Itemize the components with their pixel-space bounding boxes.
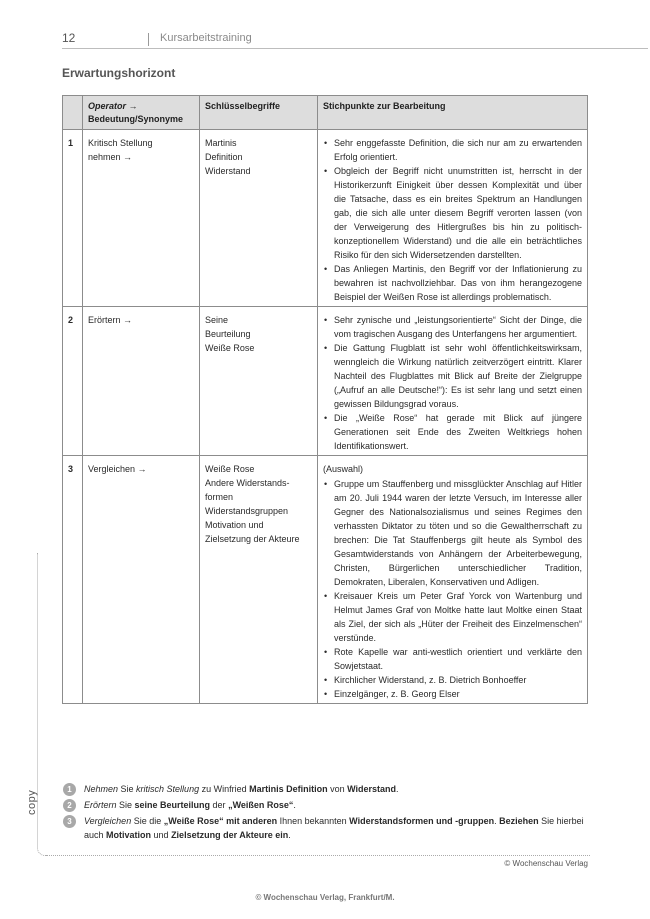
task-text-part: Martinis Definition bbox=[249, 784, 328, 794]
task-text-part: Sie die bbox=[131, 816, 164, 826]
task-text-part: zu Winfried bbox=[199, 784, 250, 794]
task-text-part: seine Beurteilung bbox=[134, 800, 211, 810]
page-header bbox=[62, 30, 648, 49]
bullet-item: • Kreisauer Kreis um Peter Graf Yorck von Wartenburg und Helmut James Graf von Moltke hatte laut Moltke einen Staat als Ziel, der sich als „Hüter der Freiheit des Einzelmenschen“ verstünde. bbox=[323, 589, 582, 645]
task-item bbox=[62, 798, 590, 812]
task-text-part: . bbox=[494, 816, 500, 826]
copy-label: copy bbox=[26, 789, 38, 815]
header-operator-line1: Operator → bbox=[88, 101, 138, 111]
bullet-item: • Die „Weiße Rose“ hat gerade mit Blick auf jüngere Generationen seit Ende des Zweiten Weltkriegs hohen Identifikationswert. bbox=[323, 411, 582, 453]
bottom-divider bbox=[46, 855, 590, 856]
header-notes: Stichpunkte zur Bearbeitung bbox=[318, 96, 588, 130]
operator-line: nehmen → bbox=[88, 152, 133, 162]
task-text-part: Widerstandsformen und -gruppen bbox=[349, 816, 495, 826]
page-number: 12 bbox=[62, 31, 76, 45]
publisher-credit: © Wochenschau Verlag bbox=[504, 859, 588, 868]
task-text-part: Sie hierbei auch bbox=[84, 816, 584, 840]
table-row bbox=[63, 456, 588, 704]
task-text-part: „Weiße Rose“ mit anderen bbox=[163, 816, 278, 826]
bullet-list bbox=[323, 136, 582, 304]
notes-cell bbox=[318, 456, 588, 704]
bullet-list bbox=[323, 313, 582, 453]
side-bracket bbox=[37, 553, 46, 856]
task-text-part: Motivation bbox=[106, 830, 152, 840]
bullet-item: • Gruppe um Stauffenberg und missglückter Anschlag auf Hitler am 20. Juli 1944 waren der letzte Versuch, im Interesse aller Gegner des Nationalsozialismus und seines Regimes den verhassten Diktator zu töten und so die Gewaltherrschaft zu brechen: Die Tat Stauffenbergs gilt heute als Symbol des Gesamtwiderstands von Anhängern der Arbeiterbewegung, Christen, Bürgerlichen unterschiedlicher Tradition, Demokraten, Liberalen, Konservativen und Adligen. bbox=[323, 477, 582, 589]
task-number-badge: 1 bbox=[63, 783, 76, 796]
notes-cell bbox=[318, 307, 588, 456]
header-number-cell bbox=[63, 96, 83, 130]
task-text-part: von bbox=[327, 784, 348, 794]
header-operator-line2: Bedeutung/Synonyme bbox=[88, 114, 184, 124]
header-title: Kursarbeitstraining bbox=[160, 32, 252, 44]
task-item bbox=[62, 782, 590, 796]
task-text-part: Beziehen bbox=[499, 816, 539, 826]
header-divider bbox=[148, 33, 149, 46]
task-text-part: Ihnen bekannten bbox=[277, 816, 350, 826]
task-text-part: Vergleichen bbox=[84, 816, 132, 826]
task-text-part: . bbox=[288, 830, 291, 840]
section-title: Erwartungshorizont bbox=[62, 66, 176, 80]
footer-credit: © Wochenschau Verlag, Frankfurt/M. bbox=[255, 893, 395, 902]
bullet-list bbox=[323, 477, 582, 701]
keyword: Weiße Rose bbox=[205, 343, 255, 353]
bullet-item: • Rote Kapelle war anti-westlich orientiert und verklärte den Sowjetstaat. bbox=[323, 645, 582, 673]
keyword: Widerstandsgruppen bbox=[205, 506, 289, 516]
bullet-item: • Sehr enggefasste Definition, die sich nur am zu erwartenden Erfolg orientiert. bbox=[323, 136, 582, 164]
table-row bbox=[63, 130, 588, 307]
bullet-item: • Kirchlicher Widerstand, z. B. Dietrich Bonhoeffer bbox=[323, 673, 582, 687]
notes-cell bbox=[318, 130, 588, 307]
task-item bbox=[62, 814, 590, 842]
keyword: Beurteilung bbox=[205, 329, 251, 339]
keywords-cell bbox=[200, 307, 318, 456]
task-text-part: „Weißen Rose“ bbox=[228, 800, 294, 810]
notes-intro: (Auswahl) bbox=[323, 464, 364, 474]
keyword: Seine bbox=[205, 315, 229, 325]
keyword: Weiße Rose bbox=[205, 464, 255, 474]
keyword: Definition bbox=[205, 152, 243, 162]
task-number-badge: 2 bbox=[63, 799, 76, 812]
table-row bbox=[63, 307, 588, 456]
keyword: Motivation und bbox=[205, 520, 264, 530]
table-header-row bbox=[63, 96, 588, 130]
operator-cell bbox=[83, 307, 200, 456]
keyword: Martinis bbox=[205, 138, 237, 148]
task-text-part: . bbox=[396, 784, 399, 794]
operator-cell bbox=[83, 130, 200, 307]
keyword: formen bbox=[205, 492, 234, 502]
operator-line: Erörtern → bbox=[88, 315, 133, 325]
task-list bbox=[62, 782, 590, 844]
header-keywords: Schlüsselbegriffe bbox=[200, 96, 318, 130]
header-operator bbox=[83, 96, 200, 130]
task-text-part: Nehmen bbox=[84, 784, 119, 794]
row-number: 2 bbox=[63, 307, 83, 456]
row-number: 3 bbox=[63, 456, 83, 704]
bullet-item: • Das Anliegen Martinis, den Begriff vor der Inflationierung zu bewahren ist nachvollziehbar. Das von ihm herangezogene Beispiel der Weißen Rose ist allerdings problematisch. bbox=[323, 262, 582, 304]
operator-line: Kritisch Stellung bbox=[88, 138, 153, 148]
operator-line: Vergleichen → bbox=[88, 464, 147, 474]
row-number: 1 bbox=[63, 130, 83, 307]
bullet-item: • Einzelgänger, z. B. Georg Elser bbox=[323, 687, 582, 701]
bullet-item: • Sehr zynische und „leistungsorientierte“ Sicht der Dinge, die vom tragischen Ausgang des Unterfangens her argumentiert. bbox=[323, 313, 582, 341]
task-text-part: Widerstand bbox=[347, 784, 397, 794]
task-number-badge: 3 bbox=[63, 815, 76, 828]
keyword: Zielsetzung der Akteure bbox=[205, 534, 300, 544]
task-text-part: . bbox=[293, 800, 296, 810]
task-text-part: Zielsetzung der Akteure ein bbox=[171, 830, 289, 840]
task-text-part: und bbox=[151, 830, 172, 840]
operator-cell bbox=[83, 456, 200, 704]
keyword: Widerstand bbox=[205, 166, 251, 176]
task-text-part: Sie bbox=[116, 800, 135, 810]
keywords-cell bbox=[200, 456, 318, 704]
expectation-table bbox=[62, 95, 588, 704]
keyword: Andere Widerstands- bbox=[205, 478, 290, 488]
task-text-part: Erörtern bbox=[84, 800, 117, 810]
keywords-cell bbox=[200, 130, 318, 307]
bullet-item: • Obgleich der Begriff nicht unumstritten ist, herrscht in der Historikerzunft Einigkeit über dessen Komplexität und über die Tatsache, dass es ein breites Spektrum an Handlungen gab, die sich alle unter diesem Begriff verorten lassen (von der Verweigerung des Hitlergrußes bis hin zu politisch-konzeptionellem Widerstand) und die alle ein beträchtliches Risiko für den sich Widersetzenden darstellten. bbox=[323, 164, 582, 262]
bullet-item: • Die Gattung Flugblatt ist sehr wohl öffentlichkeitswirksam, wenngleich die Wirkung natürlich zeitverzögert eintritt. Klarer Nachteil des Flugblattes mit Blick auf Breite der Zielgruppe („Aufruf an alle Deutsche!“): Es ist sehr lang und setzt einen gewissen Bildungsgrad voraus. bbox=[323, 341, 582, 411]
task-text-part: Sie bbox=[118, 784, 137, 794]
task-text-part: kritisch Stellung bbox=[136, 784, 200, 794]
task-text-part: der bbox=[210, 800, 229, 810]
